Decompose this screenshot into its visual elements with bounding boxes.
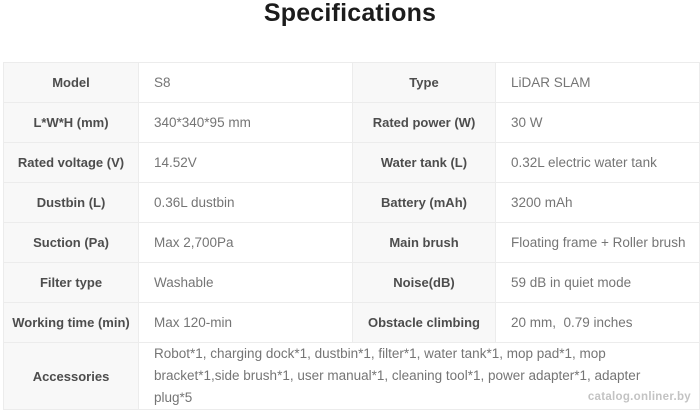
spec-label-cell: Type [353, 63, 496, 103]
spec-value-cell: S8 [139, 63, 353, 103]
spec-value-cell: Floating frame + Roller brush [496, 223, 700, 263]
spec-label-cell: Accessories [4, 343, 139, 410]
spec-label-cell: L*W*H (mm) [4, 103, 139, 143]
specifications-table [3, 62, 700, 410]
spec-label-cell: Water tank (L) [353, 143, 496, 183]
spec-label-cell: Model [4, 63, 139, 103]
spec-value-cell: Max 2,700Pa [139, 223, 353, 263]
spec-value-cell: 340*340*95 mm [139, 103, 353, 143]
spec-label-cell: Working time (min) [4, 303, 139, 343]
spec-value-cell: 20 mm, 0.79 inches [496, 303, 700, 343]
table-row [4, 263, 700, 303]
spec-label-cell: Rated voltage (V) [4, 143, 139, 183]
table-row [4, 183, 700, 223]
table-row [4, 303, 700, 343]
spec-label-cell: Obstacle climbing [353, 303, 496, 343]
spec-value-cell: LiDAR SLAM [496, 63, 700, 103]
spec-value-cell: 59 dB in quiet mode [496, 263, 700, 303]
spec-value-cell: 3200 mAh [496, 183, 700, 223]
spec-label-cell: Main brush [353, 223, 496, 263]
spec-label-cell: Filter type [4, 263, 139, 303]
page-title: Specifications [263, 0, 437, 27]
table-row [4, 223, 700, 263]
spec-label-cell: Dustbin (L) [4, 183, 139, 223]
spec-value-cell: Max 120-min [139, 303, 353, 343]
table-row [4, 103, 700, 143]
spec-value-cell: 0.36L dustbin [139, 183, 353, 223]
spec-label-cell: Suction (Pa) [4, 223, 139, 263]
spec-value-cell: Robot*1, charging dock*1, dustbin*1, filter*1, water tank*1, mop pad*1, mop bracket*1,side brush*1, user manual*1, cleaning tool*1, power adapter*1, adapter plug*5 [139, 343, 700, 410]
spec-label-cell: Rated power (W) [353, 103, 496, 143]
watermark: catalog.onliner.by [587, 391, 691, 403]
spec-label-cell: Noise(dB) [353, 263, 496, 303]
spec-label-cell: Battery (mAh) [353, 183, 496, 223]
spec-value-cell: 30 W [496, 103, 700, 143]
table-row [4, 63, 700, 103]
spec-value-cell: 14.52V [139, 143, 353, 183]
table-row [4, 143, 700, 183]
spec-value-cell: 0.32L electric water tank [496, 143, 700, 183]
spec-value-cell: Washable [139, 263, 353, 303]
